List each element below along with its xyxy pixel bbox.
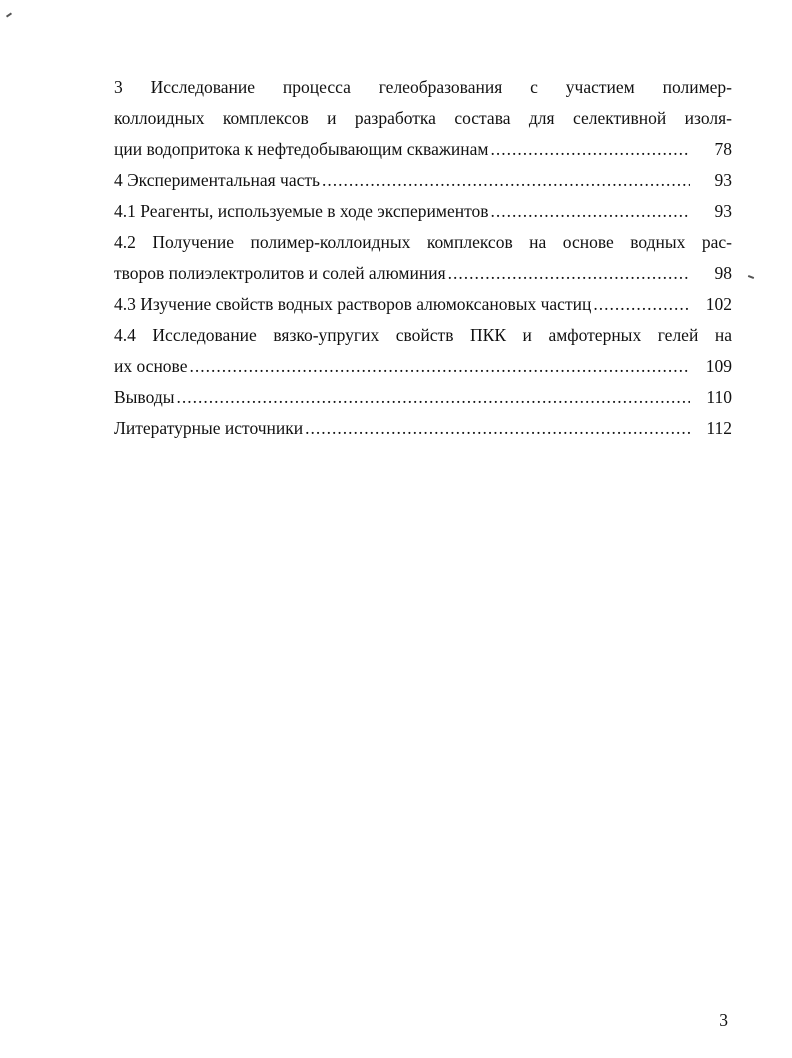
dot-leader bbox=[322, 165, 690, 196]
toc-entry[interactable] bbox=[114, 413, 732, 444]
toc-entry-line bbox=[114, 227, 732, 258]
toc-page-number: 102 bbox=[705, 294, 732, 314]
toc-entry-line bbox=[114, 72, 732, 103]
toc-entry-title: 4.3 Изучение свойств водных растворов алюмоксановых частиц bbox=[114, 294, 592, 314]
toc-entry-title: 4.1 Реагенты, используемые в ходе экспериментов bbox=[114, 201, 489, 221]
toc-entry-text: коллоидных комплексов и разработка состава для селективной изоля- bbox=[114, 108, 732, 128]
dot-leader bbox=[448, 258, 690, 289]
toc-entry-title: их основе bbox=[114, 356, 188, 376]
toc-page-number: 93 bbox=[714, 201, 732, 221]
toc-entry[interactable] bbox=[114, 289, 732, 320]
toc-entry-text: 3 Исследование процесса гелеобразования с участием полимер- bbox=[114, 77, 732, 97]
toc-page-number: 93 bbox=[714, 170, 732, 190]
toc-entry-title: ции водопритока к нефтедобывающим скважинам bbox=[114, 139, 489, 159]
dot-leader bbox=[491, 196, 690, 227]
dot-leader bbox=[593, 289, 690, 320]
toc-page-number: 78 bbox=[714, 139, 732, 159]
scan-speck bbox=[748, 275, 754, 279]
toc-entry-line bbox=[114, 103, 732, 134]
toc-entry-title: творов полиэлектролитов и солей алюминия bbox=[114, 263, 446, 283]
toc-entry-title: Выводы bbox=[114, 387, 175, 407]
toc-page-number: 98 bbox=[714, 263, 732, 283]
toc-entry-text: 4.2 Получение полимер-коллоидных комплексов на основе водных рас- bbox=[114, 232, 732, 252]
dot-leader bbox=[305, 413, 690, 444]
toc-entry[interactable] bbox=[114, 196, 732, 227]
toc-page-number: 110 bbox=[706, 387, 732, 407]
page-number: 3 bbox=[719, 1010, 728, 1030]
dot-leader bbox=[176, 382, 690, 413]
toc-entry-title: 4 Экспериментальная часть bbox=[114, 170, 320, 190]
toc-entry[interactable] bbox=[114, 258, 732, 289]
toc-entry[interactable] bbox=[114, 351, 732, 382]
toc-entry-text: 4.4 Исследование вязко-упругих свойств ПКК и амфотерных гелей на bbox=[114, 325, 732, 345]
toc-entry[interactable] bbox=[114, 134, 732, 165]
table-of-contents bbox=[114, 72, 732, 444]
toc-page-number: 112 bbox=[706, 418, 732, 438]
toc-entry-title: Литературные источники bbox=[114, 418, 304, 438]
toc-page-number: 109 bbox=[705, 356, 732, 376]
toc-entry[interactable] bbox=[114, 382, 732, 413]
dot-leader bbox=[190, 351, 691, 382]
toc-entry-line bbox=[114, 320, 732, 351]
scan-speck bbox=[6, 12, 12, 17]
toc-entry[interactable] bbox=[114, 165, 732, 196]
dot-leader bbox=[491, 134, 691, 165]
